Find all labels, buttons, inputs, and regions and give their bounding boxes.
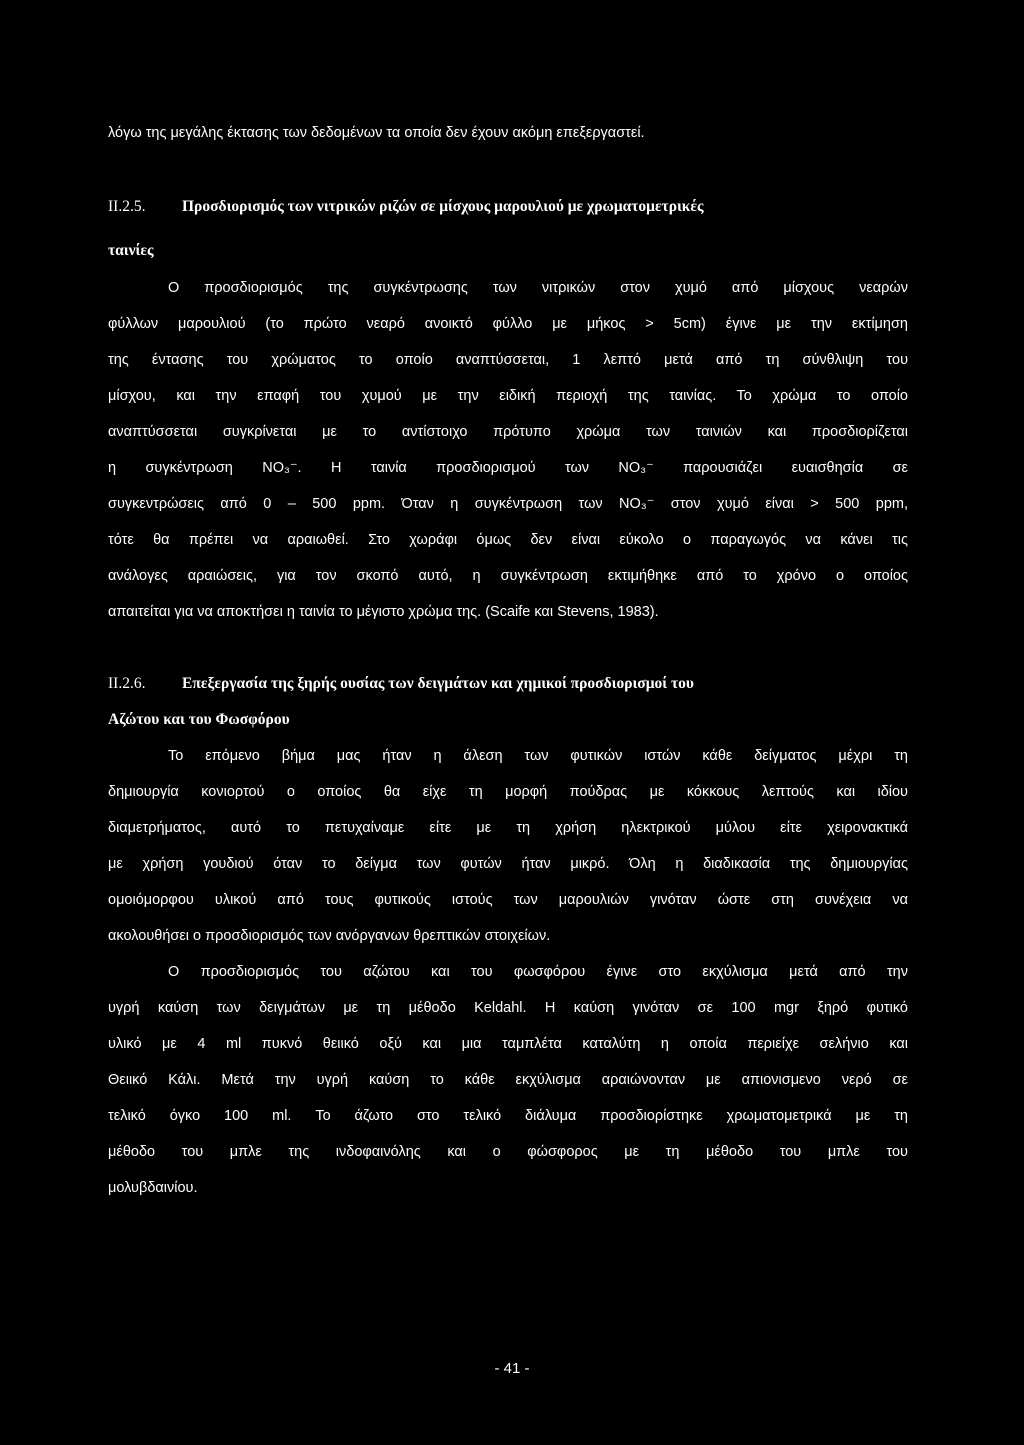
paragraph-1-line: ομοιόμορφου υλικού από τους φυτικούς ιστούς των μαρουλιών γινόταν ώστε στη συνέχεια να — [108, 892, 908, 908]
section-1-line: της έντασης του χρώματος το οποίο αναπτύσσεται, 1 λεπτό μετά από τη σύνθλιψη του — [108, 352, 908, 368]
section-1-line: απαιτείται για να αποκτήσει η ταινία το μέγιστο χρώμα της. (Scaife και Stevens, 1983). — [108, 604, 659, 620]
section-title-1-line2: ταινίες — [108, 242, 154, 259]
paragraph-2-line: Θειικό Κάλι. Μετά την υγρή καύση το κάθε εκχύλισμα αραιώνονταν με απιονισμενο νερό σε — [108, 1072, 908, 1088]
section-1-line: Ο προσδιορισμός της συγκέντρωσης των νιτρικών στον χυμό από μίσχους νεαρών — [168, 280, 908, 296]
section-1-line: η συγκέντρωση NO₃⁻. Η ταινία προσδιορισμού των NO₃⁻ παρουσιάζει ευαισθησία σε — [108, 460, 908, 476]
paragraph-1-line: δημιουργία κονιορτού ο οποίος θα είχε τη μορφή πούδρας με κόκκους λεπτούς και ιδίου — [108, 784, 908, 800]
paragraph-1-line: Το επόμενο βήμα μας ήταν η άλεση των φυτικών ιστών κάθε δείγματος μέχρι τη — [168, 748, 908, 764]
page-number: - 41 - — [494, 1360, 530, 1377]
paragraph-1-line: διαμετρήματος, αυτό το πετυχαίναμε είτε με τη χρήση ηλεκτρικού μύλου είτε χειρονακτικά — [108, 820, 908, 836]
paragraph-2-line: μέθοδο του μπλε της ινδοφαινόλης και ο φώσφορος με τη μέθοδο του μπλε του — [108, 1144, 908, 1160]
section-number-2: II.2.6. — [108, 675, 146, 692]
paragraph-1-line: ακολουθήσει ο προσδιορισμός των ανόργανων θρεπτικών στοιχείων. — [108, 928, 551, 944]
paragraph-2-line: τελικό όγκο 100 ml. Το άζωτο στο τελικό διάλυμα προσδιορίστηκε χρωματομετρικά με τη — [108, 1108, 908, 1124]
paragraph-1-line: με χρήση γουδιού όταν το δείγμα των φυτών ήταν μικρό. Όλη η διαδικασία της δημιουργίας — [108, 856, 908, 872]
intro-line: λόγω της μεγάλης έκτασης των δεδομένων τα οποία δεν έχουν ακόμη επεξεργαστεί. — [108, 125, 645, 141]
section-number-1: II.2.5. — [108, 198, 146, 215]
paragraph-2-line: μολυβδαινίου. — [108, 1180, 198, 1196]
section-1-line: αναπτύσσεται συγκρίνεται με το αντίστοιχο πρότυπο χρώμα των ταινιών και προσδιορίζεται — [108, 424, 908, 440]
section-title-1-line1: Προσδιορισμός των νιτρικών ριζών σε μίσχους μαρουλιού με χρωματομετρικές — [182, 198, 704, 215]
section-heading-2 — [108, 674, 908, 694]
section-1-line: φύλλων μαρουλιού (το πρώτο νεαρό ανοικτό φύλλο με μήκος > 5cm) έγινε με την εκτίμηση — [108, 316, 908, 332]
paragraph-2-line: Ο προσδιορισμός του αζώτου και του φωσφόρου έγινε στο εκχύλισμα μετά από την — [168, 964, 908, 980]
section-title-2-line2: Αζώτου και του Φωσφόρου — [108, 711, 290, 728]
section-heading-1 — [108, 197, 908, 217]
paragraph-2-line: υγρή καύση των δειγμάτων με τη μέθοδο Keldahl. Η καύση γινόταν σε 100 mgr ξηρό φυτικό — [108, 1000, 908, 1016]
section-title-2-line1: Επεξεργασία της ξηρής ουσίας των δειγμάτων και χημικοί προσδιορισμοί του — [182, 675, 694, 692]
paragraph-2-line: υλικό με 4 ml πυκνό θειικό οξύ και μια ταμπλέτα καταλύτη η οποία περιείχε σελήνιο και — [108, 1036, 908, 1052]
section-1-line: ανάλογες αραιώσεις, για τον σκοπό αυτό, η συγκέντρωση εκτιμήθηκε από το χρόνο ο οποίος — [108, 568, 908, 584]
section-1-line: τότε θα πρέπει να αραιωθεί. Στο χωράφι όμως δεν είναι εύκολο ο παραγωγός να κάνει τις — [108, 532, 908, 548]
section-1-line: μίσχου, και την επαφή του χυμού με την ειδική περιοχή της ταινίας. Το χρώμα το οποίο — [108, 388, 908, 404]
section-1-line: συγκεντρώσεις από 0 – 500 ppm. Όταν η συγκέντρωση των NO₃⁻ στον χυμό είναι > 500 ppm, — [108, 496, 908, 512]
